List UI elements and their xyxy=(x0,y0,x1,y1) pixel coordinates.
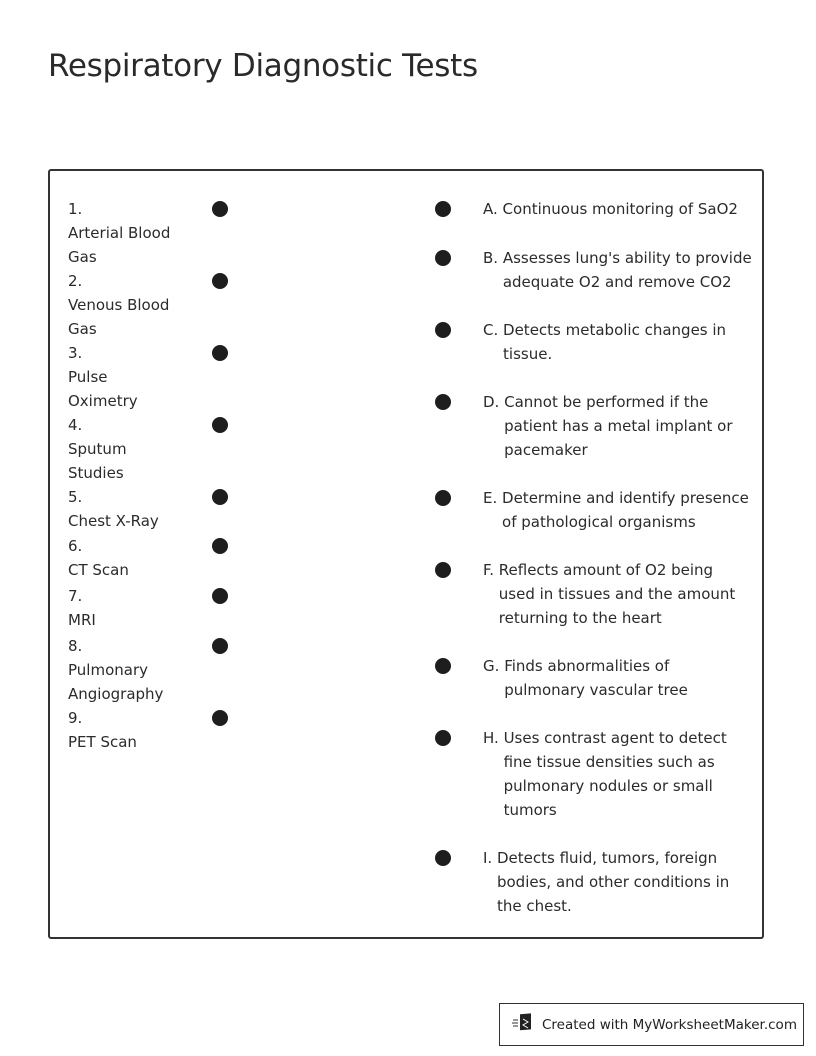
match-dot-right[interactable] xyxy=(435,322,451,338)
match-dot-left[interactable] xyxy=(212,538,228,554)
match-dot-left[interactable] xyxy=(212,417,228,433)
match-dot-left[interactable] xyxy=(212,638,228,654)
match-dot-right[interactable] xyxy=(435,562,451,578)
footer-text: Created with MyWorksheetMaker.com xyxy=(542,1016,797,1033)
right-item: A. Continuous monitoring of SaO2 xyxy=(483,200,738,218)
match-dot-right[interactable] xyxy=(435,394,451,410)
right-item: C. Detects metabolic changes in tissue. xyxy=(483,321,727,363)
match-dot-left[interactable] xyxy=(212,710,228,726)
left-item: 2. Venous Blood Gas xyxy=(68,272,170,338)
left-item: 5. Chest X-Ray xyxy=(68,488,159,530)
match-dot-left[interactable] xyxy=(212,273,228,289)
match-dot-right[interactable] xyxy=(435,730,451,746)
match-dot-right[interactable] xyxy=(435,490,451,506)
page-title: Respiratory Diagnostic Tests xyxy=(48,48,478,84)
left-item: 8. Pulmonary Angiography xyxy=(68,637,164,703)
matching-box xyxy=(48,169,764,939)
right-item: D. Cannot be performed if the patient has a metal implant or pacemaker xyxy=(483,393,733,459)
left-item: 6. CT Scan xyxy=(68,537,129,579)
worksheet-logo-icon xyxy=(512,1012,542,1038)
footer-credit[interactable] xyxy=(499,1003,804,1046)
left-item: 1. Arterial Blood Gas xyxy=(68,200,171,266)
match-dot-right[interactable] xyxy=(435,201,451,217)
right-item: I. Detects fluid, tumors, foreign bodies, and other conditions in the chest. xyxy=(483,849,730,915)
match-dot-right[interactable] xyxy=(435,850,451,866)
right-item: F. Reflects amount of O2 being used in tissues and the amount returning to the heart xyxy=(483,561,736,627)
left-item: 4. Sputum Studies xyxy=(68,416,127,482)
left-item: 3. Pulse Oximetry xyxy=(68,344,138,410)
match-dot-right[interactable] xyxy=(435,250,451,266)
right-item: B. Assesses lung's ability to provide adequate O2 and remove CO2 xyxy=(483,249,752,291)
left-item: 7. MRI xyxy=(68,587,96,629)
match-dot-left[interactable] xyxy=(212,201,228,217)
match-dot-left[interactable] xyxy=(212,588,228,604)
right-item: G. Finds abnormalities of pulmonary vascular tree xyxy=(483,657,688,699)
right-item: E. Determine and identify presence of pathological organisms xyxy=(483,489,749,531)
match-dot-right[interactable] xyxy=(435,658,451,674)
match-dot-left[interactable] xyxy=(212,345,228,361)
match-dot-left[interactable] xyxy=(212,489,228,505)
right-item: H. Uses contrast agent to detect fine tissue densities such as pulmonary nodules or small tumors xyxy=(483,729,727,819)
left-item: 9. PET Scan xyxy=(68,709,137,751)
